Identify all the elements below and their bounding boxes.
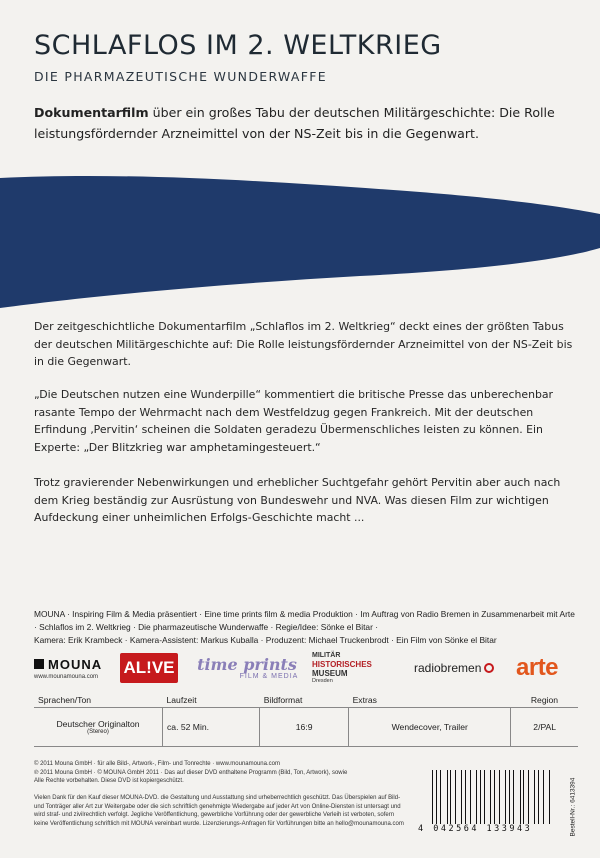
page-title: SCHLAFLOS IM 2. WELTKRIEG [34,30,442,61]
barcode-bar [436,770,437,824]
body-paragraph-1: Der zeitgeschichtliche Dokumentarfilm „Schlaflos im 2. Weltkrieg“ deckt eines der größten Tabus der deutschen Militärgeschichte auf: Die Rolle leistungsfördernder Arzneimittel von der NS-Zeit bis in die Gegenwart. [34,320,573,368]
barcode-bar [443,770,444,824]
barcode-bar [468,770,469,824]
barcode-bar [498,770,499,824]
page-subtitle: DIE PHARMAZEUTISCHE WUNDERWAFFE [34,69,327,84]
radiobremen-circle-icon [484,663,494,673]
time-prints-text: time prints [197,654,297,674]
thanks-notice: Vielen Dank für den Kauf dieser MOUNA-DVD. die Gestaltung und Ausstattung sind urheberrechtlich geschützt. Das Überspielen auf Bild- und Tonträger aller Art zur Weitergabe oder die sich schriftlich genehmigte Wiedergabe auf jeder Art von Online-Diensten ist untersagt und wird straf- und zivilrechtlich verfolgt. Jegliche Veröffentlichung, gewerbliche Vorführung oder der gewerbliche Verleih ist verboten, sofern keine Veröffentlichung schriftlich mit MOUNA vereinbart wurde. Lizenzierungs-Anfragen für Vorführungen bitte an hello@mounamouna.com [34,795,404,827]
time-prints-logo [186,650,308,686]
spec-region: 2/PAL [511,708,578,747]
credits [34,608,579,647]
arte-logo: arte [516,654,559,681]
radiobremen-text: radiobremen [414,661,482,675]
barcode-bar [455,770,456,824]
barcode-number: 4 042564 133943 [418,824,533,834]
museum-line-2: HISTORISCHES [312,659,372,669]
spec-header-runtime: Laufzeit [163,693,260,708]
museum-line-3: MUSEUM [312,668,348,678]
barcode-bar [505,770,506,824]
mouna-logo [34,650,112,686]
barcode-bar [513,770,514,824]
blue-wave-band [0,150,600,320]
mouna-square-icon [34,659,44,669]
spec-language-sub: (Stereo) [87,729,109,735]
barcode [418,770,558,836]
mouna-url: www.mounamouna.com [34,673,99,680]
museum-line-4: Dresden [312,677,333,684]
order-number-text: Bestell-Nr.: 6413394 [569,777,577,837]
barcode-bar [480,770,481,824]
time-prints-sub: FILM & MEDIA [239,672,299,680]
barcode-bar [484,770,485,824]
spec-header-language: Sprachen/Ton [34,693,163,708]
spec-runtime: ca. 52 Min. [163,708,260,747]
alive-logo: AL!VE [120,653,178,683]
spec-header-row [34,693,578,708]
spec-header-extras: Extras [349,693,511,708]
barcode-bar [506,770,507,824]
barcode-bar [521,770,522,824]
barcode-bar [465,770,466,824]
radiobremen-logo [414,650,514,686]
credits-line-2: Kamera: Erik Krambeck · Kamera-Assistent: Markus Kuballa · Produzent: Michael Truckenbrodt · Ein Film von Sönke el Bitar [34,635,497,645]
barcode-bar [454,770,455,824]
barcode-bar [538,770,539,824]
barcode-bar [530,770,531,824]
spec-format: 16:9 [260,708,349,747]
barcode-bar [545,770,546,824]
intro-bold: Dokumentarfilm [34,105,149,120]
legal-line-2: ℗ 2011 Mouna GmbH · © MOUNA GmbH 2011 · Das auf dieser DVD enthaltene Programm (Bild, Ton, Artwork), sowie [34,769,348,776]
legal-line-1: © 2011 Mouna GmbH · für alle Bild-, Artwork-, Film- und Tonrechte · www.mounamouna.com [34,761,280,767]
order-number [566,766,580,838]
spec-header-region: Region [511,693,578,708]
mouna-logo-text: MOUNA [48,656,103,672]
barcode-bars [432,770,552,824]
legal-line-3: Alle Rechte vorbehalten. Diese DVD ist kopiergeschützt. [34,778,184,784]
barcode-bar [472,770,473,824]
museum-line-1: MILITÄR [312,651,341,659]
credits-line-1: MOUNA · Inspiring Film & Media präsentiert · Eine time prints film & media Produktion · Im Auftrag von Radio Bremen in Zusammenarbeit mit Arte · Schlaflos im 2. Weltkrieg · Die pharmazeutische Wunderwaffe · Regie/Idee: Sönke el Bitar · [34,609,575,632]
barcode-bar [492,770,493,824]
museum-logo [312,650,400,686]
barcode-bar [447,770,448,824]
spec-language-value: Deutscher Originalton [56,719,140,729]
spec-header-format: Bildformat [260,693,349,708]
intro-text [34,103,574,144]
barcode-bar [534,770,535,824]
body-paragraph-2: „Die Deutschen nutzen eine Wunderpille“ kommentiert die britische Presse das unberechenbar rasante Tempo der Wehrmacht nach dem Westfeldzug gegen Frankreich. Mit der deutschen Erfindung ‚Pervitin‘ scheinen die Soldaten geradezu Übermenschliches leisten zu können. Ein Experte: „Der Blitzkrieg war amphetamingesteuert.“ [34,388,554,454]
spec-value-row [34,708,578,747]
wave-shape [0,176,600,308]
intro-rest: über ein großes Tabu der deutschen Militärgeschichte: Die Rolle leistungsfördernder Arzneimittel von der NS-Zeit bis in die Gegenwart. [34,105,555,141]
body-paragraph-3: Trotz gravierender Nebenwirkungen und erheblicher Suchtgefahr gehört Pervitin aber auch nach dem Krieg beständig zur Ausrüstung von Bundeswehr und NVA. Was diesen Film zur wichtigen Aufdeckung einer unheimlichen Erfolgs-Geschichte macht ... [34,476,561,524]
spec-table [34,693,578,747]
spec-language [34,708,163,747]
spec-extras: Wendecover, Trailer [349,708,511,747]
logo-row [34,650,582,690]
